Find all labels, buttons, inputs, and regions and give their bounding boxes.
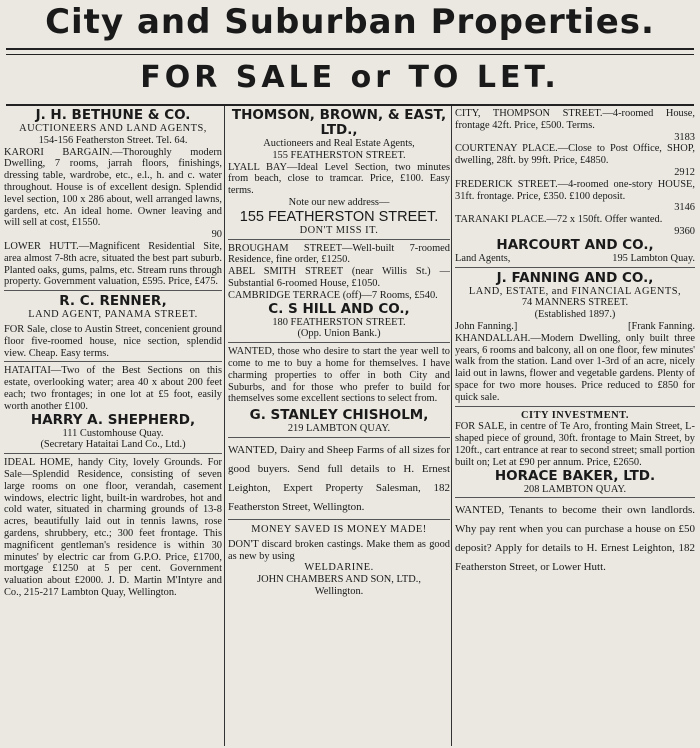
harcourt-heading: HARCOURT AND CO., [496,236,654,253]
thomson-ad [228,108,450,240]
renner-listing: FOR Sale, close to Austin Street, concenient ground floor five-roomed house, nice section, splendid view. Cheap. Easy terms. [4,323,222,359]
brougham-listing: BROUGHAM STREET—Well-built 7-roomed Residence, fine order, £1250. [228,242,450,266]
frederick-number: 3146 [674,202,695,214]
fanning-frank: [Frank Fanning. [628,320,695,332]
tenants-listing: WANTED, Tenants to become their own landlords. Why pay rent when you can purchase a house on £50 deposit? Apply for details to H. Ernest Leighton, 182 Featherston Street, or Lower Hutt. [455,504,695,574]
column-divider-1 [224,106,225,746]
thompson-number: 3183 [674,131,695,143]
city-investment-ad [455,410,695,499]
city-investment-listing: FOR SALE, in centre of Te Aro, fronting Main Street, L-shaped piece of ground, 30ft. frontage to Main Street, by 120ft., cart entrance at rear to second street; small portion built on; Let at £90 per annum. Price, £2650. [455,421,695,468]
renner-ad [4,294,222,362]
fanning-heading: J. FANNING AND CO., [496,269,654,286]
renner-heading: R. C. RENNER, [59,293,167,310]
baker-address: 208 LAMBTON QUAY. [523,483,627,495]
shepherd-note: (Secretary Hataitai Land Co., Ltd.) [40,439,186,451]
frederick-ad [455,179,695,214]
harcourt-ad [455,238,695,268]
city-investment-heading: CITY INVESTMENT. [521,409,629,421]
fanning-address: 74 MANNERS STREET. [521,297,629,309]
abel-smith-listing: ABEL SMITH STREET (near Willis St.) —Substantial 6-roomed House, £1050. [228,266,450,289]
weldarine-ad [228,524,450,598]
thomson-heading: THOMSON, BROWN, & EAST, LTD., [231,108,447,138]
karori-listing: KARORI BARGAIN.—Thoroughly modern Dwelling, 7 rooms, jarrah floors, finishings, dressing table, wardrobe, etc., e.l., h. and c. water throughout. House is of excellent design. Splendid level section, 100 x 286 about, well arranged lawns, gardens, etc. An ideal home. Owner leaving and will sell at cost, £1550. [4,146,222,229]
shepherd-address: 111 Customhouse Quay. [62,427,164,439]
harcourt-details [455,253,695,265]
shepherd-heading: HARRY A. SHEPHERD, [30,411,196,428]
column-2 [228,108,450,746]
bethune-ad [4,108,222,291]
hill-address: 180 FEATHERSTON STREET. [272,316,406,328]
tenants-ad [455,501,695,577]
weldarine-heading: MONEY SAVED IS MONEY MADE! [251,523,427,535]
baker-heading: HORACE BAKER, LTD. [494,467,656,484]
harcourt-label: Land Agents, [455,252,511,264]
ideal-home-listing: IDEAL HOME, handy City, lovely Grounds. For Sale—Splendid Residence, consisting of seven large rooms on one floor, verandah, casement windows, electric light, built-in wardrobes, hot and cold water, situated in charming grounds of 13-8 acres, beautifully laid out in tennis lawns, rose gardens, shrubbery, etc.; 300 feet frontage. This magnificent gentleman's residence is within 30 minutes' by electric car from G.P.O. Price, £1700, mortgage £1250 at 5 per cent. Government valuation about £2000. J. D. Martin M'Intyre and Co., 215-217 Lambton Quay, Wellington. [4,457,222,598]
courtenay-number: 2912 [674,166,695,178]
lyall-bay-listing: LYALL BAY—Ideal Level Section, two minutes from beach, close to tramcar. Price, £100. Easy terms. [228,161,450,197]
fanning-john: John Fanning.] [455,320,518,332]
hataitai-ad [4,365,222,454]
fanning-ad [455,271,695,407]
chisholm-address: 219 LAMBTON QUAY. [287,423,391,435]
thomson-subheading: Auctioneers and Real Estate Agents, [263,138,415,149]
taranaki-ad [455,214,695,238]
bethune-subheading: AUCTIONEERS AND LAND AGENTS, [19,123,207,134]
karori-number: 90 [211,229,222,241]
chisholm-heading: G. STANLEY CHISHOLM, [249,407,429,424]
page-title: City and Suburban Properties. [45,2,655,42]
khandallah-listing: KHANDALLAH.—Modern Dwelling, only built three years, 6 rooms and balcony, all on one floor, few minutes' walk from the station. Land over 1-3rd of an acre, nicely laid out in lawns, flower and vegetable gardens. Plenty of space for two more houses. Price reduced to £850 for quick sale. [455,332,695,403]
hill-note: (Opp. Union Bank.) [297,328,381,340]
cambridge-listing: CAMBRIDGE TERRACE (off)—7 Rooms, £540. [228,289,438,301]
bethune-heading: J. H. BETHUNE & CO. [35,108,191,123]
bethune-address: 154-156 Featherston Street. Tel. 64. [38,134,188,146]
leighton-ad [228,441,450,520]
page-subtitle: FOR SALE or TO LET. [140,60,560,95]
fanning-subheading: LAND, ESTATE, and FINANCIAL AGENTS, [468,285,682,297]
column-3 [455,108,695,746]
thomson-address: 155 FEATHERSTON STREET. [272,149,406,161]
chisholm-listing: WANTED, those who desire to start the year well to come to me to buy a home for themselves. I have charming properties to offer in both City and Suburbs, and for those who prefer to build for themselves some excellent sections to select from. [228,346,450,405]
column-1 [4,108,222,746]
taranaki-number: 9360 [674,225,695,237]
lower-hutt-listing: LOWER HUTT.—Magnificent Residential Site, area almost 7-8th acre, situated the best part suburb. Planted oaks, gums, palms, etc. Stream runs through property. Government valuation, £595. Price, £475. [4,240,222,288]
courtenay-listing: COURTENAY PLACE.—Close to Post Office, SHOP, dwelling, 28ft. by 99ft. Price, £4850. [455,143,695,167]
frederick-listing: FREDERICK STREET.—4-roomed one-story HOUSE, 31ft. frontage. Price, £350. £100 deposit. [455,178,695,202]
weldarine-product: WELDARINE. [304,562,374,574]
harcourt-address: 195 Lambton Quay. [612,252,695,264]
renner-subheading: LAND AGENT, PANAMA STREET. [28,309,198,321]
weldarine-text: DON'T discard broken castings. Make them as good as new by using [228,538,450,562]
courtenay-ad [455,143,695,178]
thomson-big-address: 155 FEATHERSTON STREET. [239,208,439,225]
title-rule-thin [6,54,694,55]
hill-heading: C. S HILL AND CO., [268,300,410,317]
taranaki-listing: TARANAKI PLACE.—72 x 150ft. Offer wanted. [455,214,663,226]
hataitai-listing: HATAITAI—Two of the Best Sections on this estate, overlooking water; area 40 x about 200 feet each; two frontages; in one lot at £5 foot, easily worth another £100. [4,365,222,412]
chisholm-ad [228,346,450,438]
thompson-street-ad [455,108,695,143]
title-rule [6,48,694,50]
weldarine-company: JOHN CHAMBERS AND SON, LTD., [257,574,421,586]
fanning-names [455,321,695,333]
thomson-dont-miss: DON'T MISS IT. [299,224,379,236]
hill-ad [228,243,450,344]
thompson-listing: CITY, THOMPSON STREET.—4-roomed House, frontage 42ft. Price, £500. Terms. [455,108,695,131]
column-divider-2 [451,106,452,746]
thomson-note: Note our new address— [288,196,390,208]
ideal-home-ad [4,457,222,599]
leighton-listing: WANTED, Dairy and Sheep Farms of all sizes for good buyers. Send full details to H. Ernest Leighton, Expert Property Salesman, 182 Featherston Street, Wellington. [228,443,450,513]
subtitle-rule [6,104,694,106]
fanning-established: (Established 1897.) [534,309,616,321]
weldarine-city: Wellington. [314,585,364,597]
